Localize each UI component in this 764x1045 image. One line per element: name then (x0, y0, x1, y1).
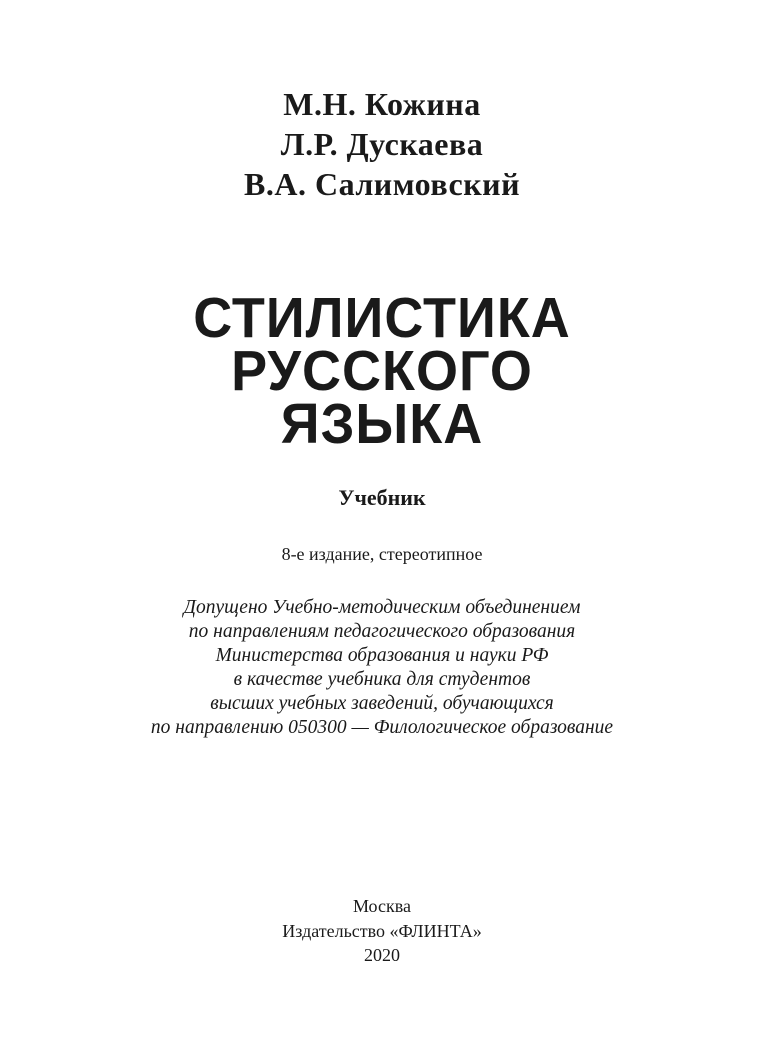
book-title (0, 286, 764, 456)
approval-line: Допущено Учебно-методическим объединением (183, 597, 581, 618)
approval-line: по направлению 050300 — Филологическое образование (150, 717, 614, 738)
imprint-block (0, 894, 764, 968)
approval-line: Министерства образования и науки РФ (215, 645, 549, 666)
imprint-city: Москва (353, 896, 411, 916)
approval-line: в качестве учебника для студентов (233, 669, 531, 690)
approval-statement (0, 596, 764, 740)
book-title-line: ЯЗЫКА (280, 392, 484, 456)
book-title-line: РУССКОГО (231, 339, 533, 403)
book-type: Учебник (338, 485, 426, 510)
author-name: М.Н. Кожина (283, 86, 481, 122)
author-name: В.А. Салимовский (244, 166, 520, 202)
author-name: Л.Р. Дускаева (280, 126, 484, 162)
imprint-year: 2020 (364, 945, 400, 965)
imprint-publisher: Издательство «ФЛИНТА» (282, 920, 482, 941)
book-title-line: СТИЛИСТИКА (193, 286, 571, 350)
approval-line: по направлениям педагогического образования (188, 621, 576, 642)
authors-block (0, 84, 764, 204)
edition-note: 8-е издание, стереотипное (281, 544, 483, 564)
approval-line: высших учебных заведений, обучающихся (210, 693, 554, 714)
